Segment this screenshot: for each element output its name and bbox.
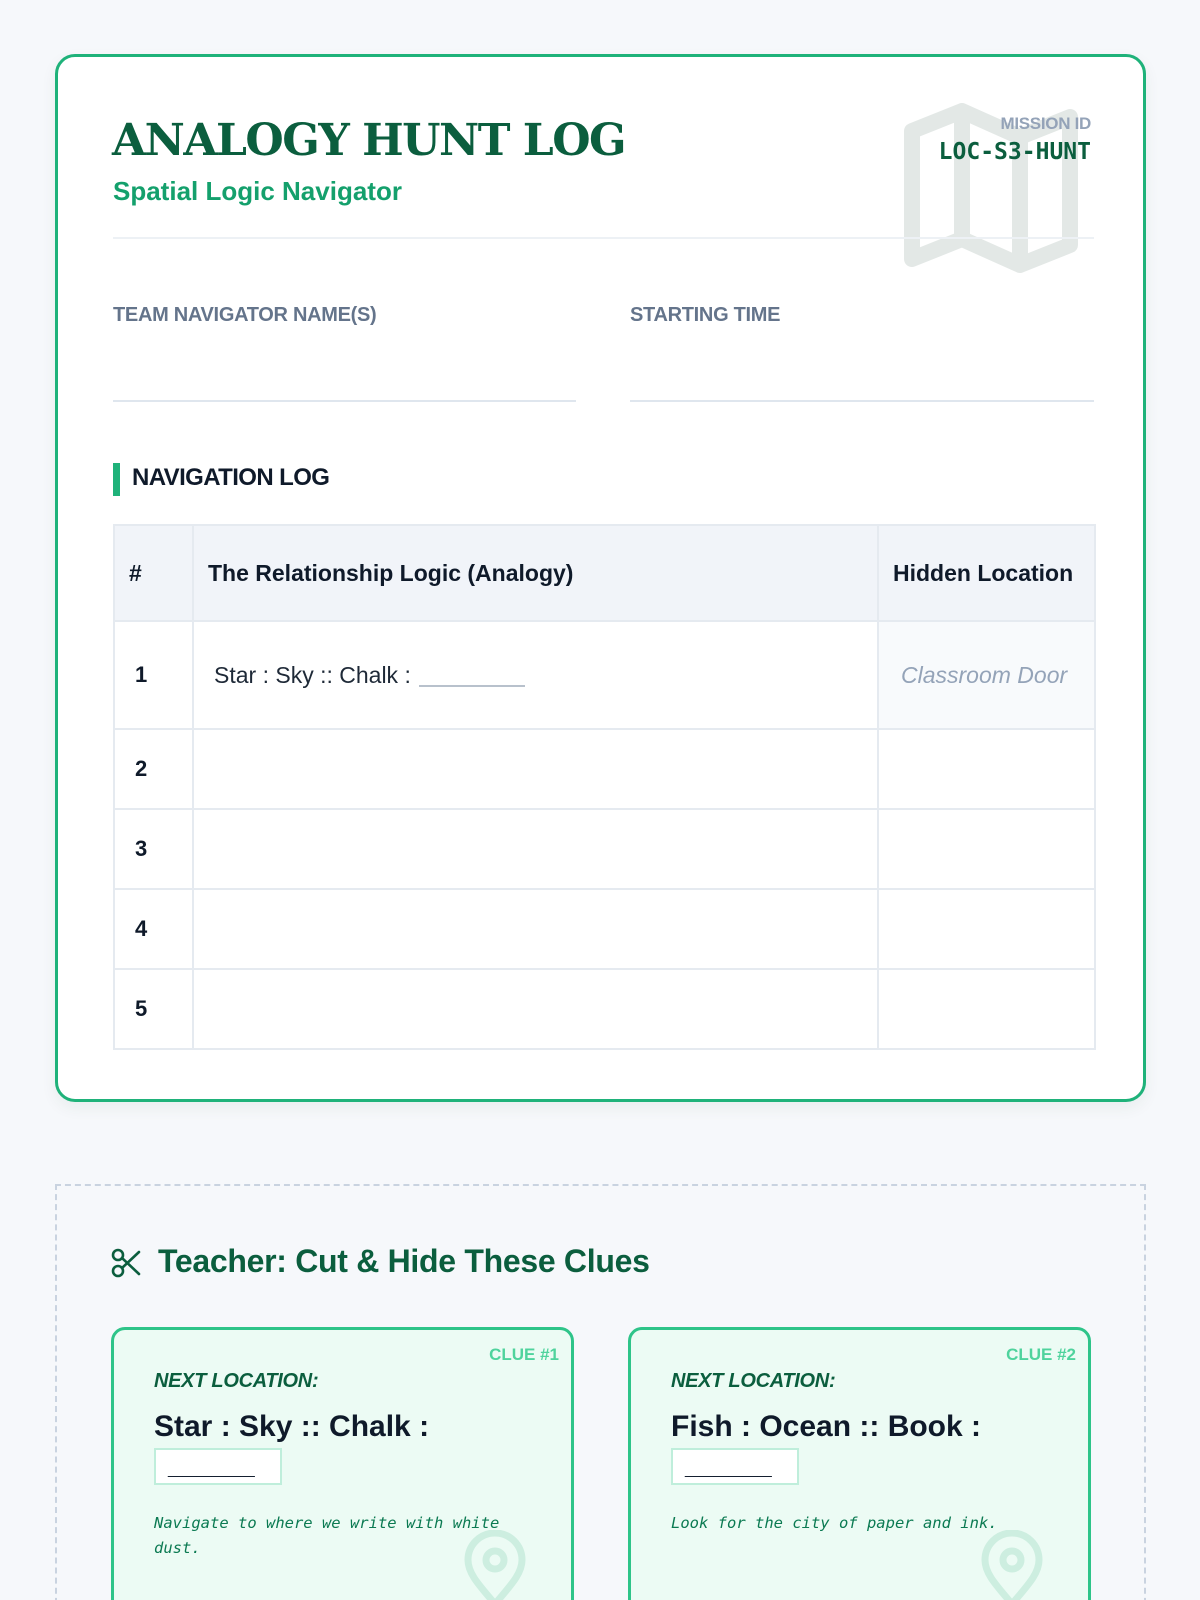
analogy-text: Star : Sky :: Chalk : [214, 661, 411, 688]
location-pin-icon [460, 1530, 530, 1600]
mission-id-label: MISSION ID [1000, 114, 1091, 133]
section-accent-bar [113, 463, 120, 496]
navigation-log-heading: NAVIGATION LOG [132, 464, 330, 491]
clue-analogy: Fish : Ocean :: Book : [671, 1410, 982, 1443]
row-number: 1 [114, 621, 193, 729]
clue-answer-box[interactable]: ______ [154, 1448, 282, 1485]
table-row [114, 889, 1095, 969]
page-subtitle: Spatial Logic Navigator [113, 176, 402, 206]
answer-blank-line [419, 685, 525, 687]
location-cell[interactable] [878, 809, 1095, 889]
clue-card-1 [111, 1327, 574, 1600]
clue-hint: Look for the city of paper and ink. [671, 1514, 998, 1532]
cutout-section [55, 1184, 1146, 1600]
row-number: 4 [114, 889, 193, 969]
row-number: 5 [114, 969, 193, 1049]
cutout-heading: Teacher: Cut & Hide These Clues [158, 1243, 650, 1279]
clue-badge: CLUE #2 [1006, 1345, 1076, 1364]
clue-answer-box[interactable]: ______ [671, 1448, 799, 1485]
analogy-cell[interactable] [193, 969, 878, 1049]
clue-badge: CLUE #1 [489, 1345, 559, 1364]
analogy-cell[interactable] [193, 809, 878, 889]
analogy-cell[interactable] [193, 621, 878, 729]
next-location-label: NEXT LOCATION: [671, 1370, 836, 1392]
clue-analogy: Star : Sky :: Chalk : [154, 1410, 430, 1443]
team-navigator-label: TEAM NAVIGATOR NAME(S) [113, 304, 377, 326]
location-cell[interactable]: Classroom Door [878, 621, 1095, 729]
table-row [114, 969, 1095, 1049]
location-cell[interactable] [878, 969, 1095, 1049]
mission-id-code: LOC-S3-HUNT [938, 139, 1091, 165]
column-header-location: Hidden Location [878, 525, 1095, 621]
analogy-cell[interactable] [193, 889, 878, 969]
scissors-icon [111, 1248, 141, 1278]
hunt-log-card [55, 54, 1146, 1102]
location-pin-icon [977, 1530, 1047, 1600]
column-header-number: # [114, 525, 193, 621]
table-row [114, 809, 1095, 889]
navigation-log-table [113, 524, 1096, 1050]
table-row [114, 621, 1095, 729]
location-cell[interactable] [878, 729, 1095, 809]
table-header-row [114, 525, 1095, 621]
location-cell[interactable] [878, 889, 1095, 969]
table-row [114, 729, 1095, 809]
next-location-label: NEXT LOCATION: [154, 1370, 319, 1392]
clue-card-2 [628, 1327, 1091, 1600]
header-divider [113, 237, 1094, 239]
starting-time-field[interactable] [630, 400, 1094, 402]
clue-hint: Navigate to where we write with white dust. [154, 1514, 500, 1557]
page-title: ANALOGY HUNT LOG [112, 115, 626, 166]
column-header-logic: The Relationship Logic (Analogy) [193, 525, 878, 621]
analogy-cell[interactable] [193, 729, 878, 809]
team-navigator-field[interactable] [113, 400, 576, 402]
starting-time-label: STARTING TIME [630, 304, 781, 326]
row-number: 2 [114, 729, 193, 809]
row-number: 3 [114, 809, 193, 889]
